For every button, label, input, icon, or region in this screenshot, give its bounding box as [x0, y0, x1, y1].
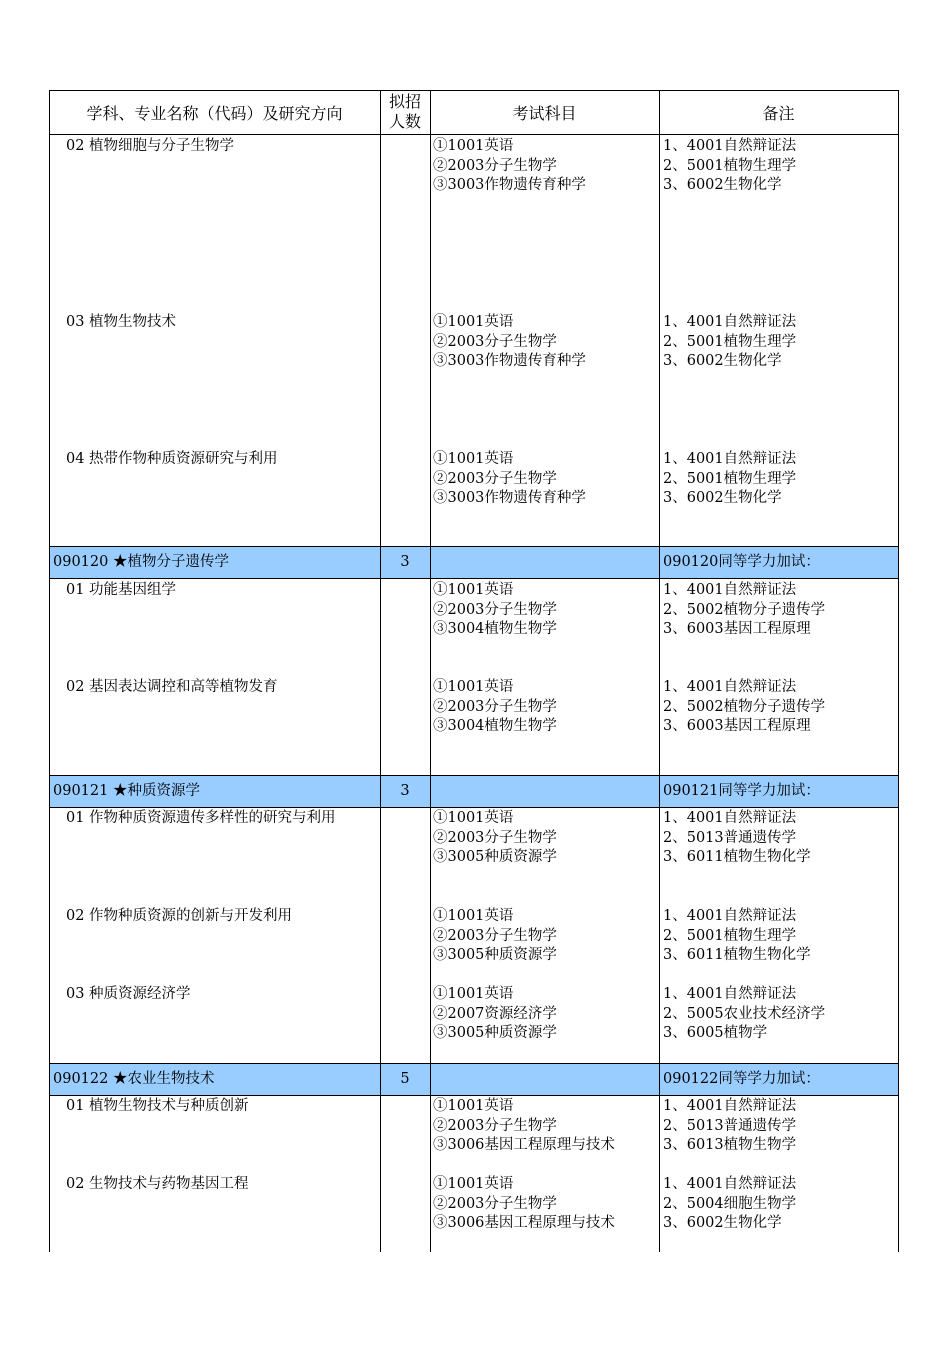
- note-item: 3、6011植物生物化学: [663, 947, 811, 964]
- direction-name: 02 基因表达调控和高等植物发育: [66, 679, 278, 695]
- major-note: 090121同等学力加试：: [663, 783, 820, 799]
- note-item: 1、4001自然辩证法: [663, 679, 797, 695]
- direction-name: 03 种质资源经济学: [66, 986, 191, 1002]
- major-count: 3: [400, 783, 410, 799]
- exam-list: [433, 809, 557, 868]
- header-count: [380, 90, 430, 134]
- note-list: [663, 581, 825, 640]
- exam-list: [433, 678, 557, 737]
- grid-line: [659, 90, 660, 1252]
- note-item: 3、6011植物生物化学: [663, 849, 811, 866]
- exam-list: [433, 1175, 615, 1234]
- exam-item: ②2003分子生物学: [433, 829, 557, 846]
- grid-line: [49, 1063, 899, 1064]
- exam-item: ②2003分子生物学: [433, 1117, 557, 1134]
- note-item: 2、5001植物生理学: [663, 470, 797, 487]
- note-item: 1、4001自然辩证法: [663, 810, 797, 826]
- note-item: 1、4001自然辩证法: [663, 1098, 797, 1114]
- exam-list: [433, 313, 586, 372]
- exam-list: [433, 450, 586, 509]
- grid-line: [49, 90, 50, 1252]
- note-item: 2、5001植物生理学: [663, 157, 797, 174]
- note-item: 3、6003基因工程原理: [663, 718, 811, 735]
- major-note: 090122同等学力加试：: [663, 1071, 820, 1087]
- note-list: [663, 450, 796, 509]
- direction-name: 02 作物种质资源的创新与开发利用: [66, 908, 293, 924]
- exam-item: ②2003分子生物学: [433, 333, 557, 350]
- major-count: 3: [400, 554, 410, 570]
- exam-item: ③3004植物生物学: [433, 621, 557, 638]
- note-list: [663, 809, 811, 868]
- exam-item: ②2003分子生物学: [433, 927, 557, 944]
- note-item: 3、6002生物化学: [663, 177, 782, 194]
- note-list: [663, 907, 811, 966]
- note-item: 2、5001植物生理学: [663, 927, 797, 944]
- note-item: 1、4001自然辩证法: [663, 451, 797, 467]
- exam-item: ①1001英语: [433, 1098, 514, 1114]
- note-item: 1、4001自然辩证法: [663, 314, 797, 330]
- exam-list: [433, 985, 557, 1044]
- major-name: 090122 ★农业生物技术: [53, 1071, 215, 1087]
- exam-item: ①1001英语: [433, 451, 514, 467]
- grid-line: [49, 546, 899, 547]
- exam-item: ②2003分子生物学: [433, 157, 557, 174]
- exam-item: ①1001英语: [433, 138, 514, 154]
- header-count-line1: 拟招: [388, 92, 421, 111]
- exam-item: ③3003作物遗传育种学: [433, 490, 586, 507]
- grid-line: [49, 578, 899, 579]
- direction-name: 01 植物生物技术与种质创新: [66, 1098, 249, 1114]
- exam-list: [433, 1097, 615, 1156]
- direction-name: 03 植物生物技术: [66, 314, 177, 330]
- header-count-line2: 人数: [388, 112, 421, 131]
- exam-item: ①1001英语: [433, 908, 514, 924]
- exam-list: [433, 907, 557, 966]
- note-item: 3、6003基因工程原理: [663, 621, 811, 638]
- grid-line: [49, 807, 899, 808]
- note-item: 3、6005植物学: [663, 1025, 768, 1042]
- exam-item: ③3006基因工程原理与技术: [433, 1215, 615, 1232]
- note-item: 3、6013植物生物学: [663, 1137, 797, 1154]
- exam-item: ③3003作物遗传育种学: [433, 353, 586, 370]
- direction-name: 02 植物细胞与分子生物学: [66, 138, 235, 154]
- grid-line: [49, 775, 899, 776]
- exam-list: [433, 137, 586, 196]
- note-item: 2、5004细胞生物学: [663, 1195, 797, 1212]
- major-note: 090120同等学力加试：: [663, 554, 820, 570]
- exam-item: ②2007资源经济学: [433, 1005, 557, 1022]
- exam-item: ③3005种质资源学: [433, 1025, 557, 1042]
- note-item: 1、4001自然辩证法: [663, 986, 797, 1002]
- major-name: 090121 ★种质资源学: [53, 783, 200, 799]
- major-name: 090120 ★植物分子遗传学: [53, 554, 229, 570]
- grid-line: [430, 90, 431, 1252]
- note-list: [663, 1175, 796, 1234]
- note-item: 2、5013普通遗传学: [663, 829, 797, 846]
- note-list: [663, 678, 825, 737]
- header-direction: 学科、专业名称（代码）及研究方向: [86, 103, 343, 123]
- major-count: 5: [400, 1071, 410, 1087]
- direction-name: 04 热带作物种质资源研究与利用: [66, 451, 278, 467]
- note-item: 3、6002生物化学: [663, 1215, 782, 1232]
- note-item: 1、4001自然辩证法: [663, 908, 797, 924]
- note-list: [663, 137, 796, 196]
- exam-item: ①1001英语: [433, 582, 514, 598]
- exam-item: ③3006基因工程原理与技术: [433, 1137, 615, 1154]
- exam-item: ③3005种质资源学: [433, 947, 557, 964]
- exam-item: ③3005种质资源学: [433, 849, 557, 866]
- grid-line: [898, 90, 899, 1252]
- admissions-table: [49, 90, 899, 1252]
- exam-item: ②2003分子生物学: [433, 1195, 557, 1212]
- exam-item: ③3003作物遗传育种学: [433, 177, 586, 194]
- grid-line: [49, 1095, 899, 1096]
- grid-line: [49, 134, 899, 135]
- note-item: 2、5005农业技术经济学: [663, 1005, 826, 1022]
- direction-name: 02 生物技术与药物基因工程: [66, 1176, 249, 1192]
- note-item: 2、5013普通遗传学: [663, 1117, 797, 1134]
- exam-list: [433, 581, 557, 640]
- note-list: [663, 313, 796, 372]
- header-exams: 考试科目: [512, 103, 577, 123]
- exam-item: ①1001英语: [433, 1176, 514, 1192]
- note-item: 3、6002生物化学: [663, 490, 782, 507]
- note-item: 2、5001植物生理学: [663, 333, 797, 350]
- exam-item: ①1001英语: [433, 679, 514, 695]
- exam-item: ②2003分子生物学: [433, 698, 557, 715]
- note-item: 2、5002植物分子遗传学: [663, 601, 826, 618]
- note-item: 3、6002生物化学: [663, 353, 782, 370]
- exam-item: ①1001英语: [433, 314, 514, 330]
- direction-name: 01 作物种质资源遗传多样性的研究与利用: [66, 810, 336, 826]
- note-list: [663, 1097, 796, 1156]
- exam-item: ②2003分子生物学: [433, 470, 557, 487]
- direction-name: 01 功能基因组学: [66, 582, 177, 598]
- note-item: 1、4001自然辩证法: [663, 138, 797, 154]
- exam-item: ①1001英语: [433, 986, 514, 1002]
- note-list: [663, 985, 825, 1044]
- header-notes: 备注: [762, 103, 795, 123]
- note-item: 1、4001自然辩证法: [663, 1176, 797, 1192]
- note-item: 2、5002植物分子遗传学: [663, 698, 826, 715]
- note-item: 1、4001自然辩证法: [663, 582, 797, 598]
- exam-item: ①1001英语: [433, 810, 514, 826]
- exam-item: ③3004植物生物学: [433, 718, 557, 735]
- exam-item: ②2003分子生物学: [433, 601, 557, 618]
